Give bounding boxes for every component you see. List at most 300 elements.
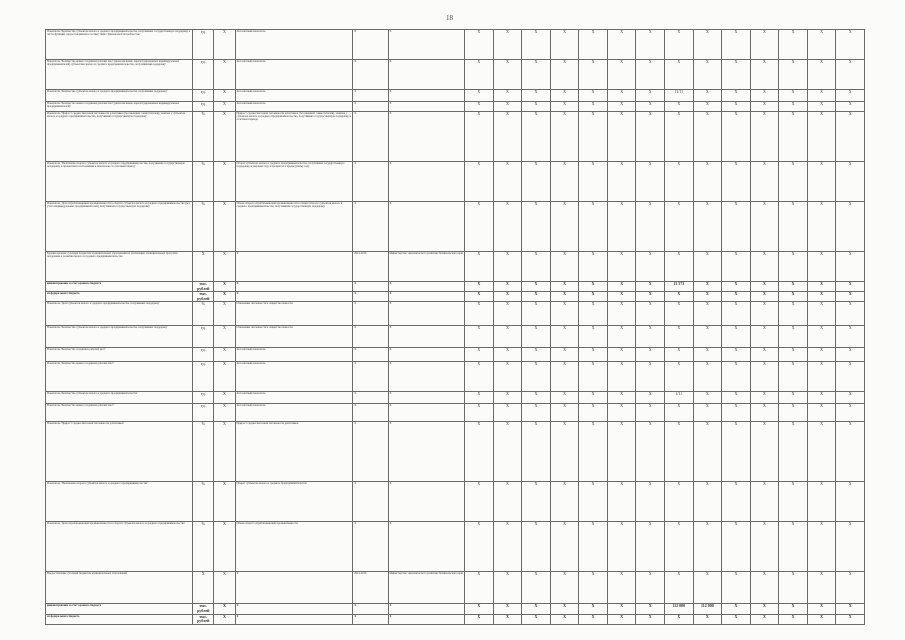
table-cell: Абсолютный показатель [235, 102, 353, 112]
table-cell: Х [665, 162, 694, 202]
table-cell: Х [493, 60, 522, 90]
table-cell: Показатель 'Количество новых созданных рабочих мест (включая вновь зарегистрированных индивидуальных предпринимателей) субъектами малого и среднего предпринимательства, получившими поддержку' [46, 60, 193, 90]
table-cell: ед. [193, 30, 214, 60]
table-cell: Х [693, 522, 722, 572]
table-cell: Х [579, 604, 608, 614]
table-cell: Х [235, 282, 353, 292]
table-cell: ед. [193, 60, 214, 90]
table-cell: Х [665, 572, 694, 604]
table-cell: Предоставление субсидий бюджетам муниципальных образований [46, 572, 193, 604]
table-cell: Х [607, 362, 636, 392]
table-cell: Х [693, 348, 722, 362]
table-cell: % [193, 422, 214, 482]
table-cell: Х [750, 348, 779, 362]
table-cell: Х [836, 404, 865, 422]
table-cell: Х [388, 326, 465, 348]
table-cell: Х [636, 422, 665, 482]
table-cell: Х [353, 162, 388, 202]
table-cell: Показатель 'Количество новых созданных рабочих мест' [46, 362, 193, 392]
table-cell: Х [353, 362, 388, 392]
table-cell: Х [779, 90, 808, 102]
table-cell: Х [353, 102, 388, 112]
table-cell: Х [836, 392, 865, 404]
table-cell: ед. [193, 362, 214, 392]
table-row [46, 614, 865, 624]
table-cell: Х [193, 252, 214, 282]
table-cell: Х [353, 482, 388, 522]
table-row [46, 112, 865, 162]
table-cell: Х [693, 326, 722, 348]
table-cell: Х [388, 202, 465, 252]
table-cell: Х [722, 90, 751, 102]
table-cell: Х [693, 292, 722, 302]
table-cell: Х [779, 252, 808, 282]
table-cell: Х [807, 112, 836, 162]
table-cell: Х [807, 422, 836, 482]
table-cell: Х [722, 404, 751, 422]
table-cell: Х [550, 604, 579, 614]
table-cell: Х [214, 30, 235, 60]
table-cell: Х [693, 252, 722, 282]
table-cell: Х [493, 282, 522, 292]
table-cell: Х [465, 102, 494, 112]
table-cell: Х [522, 102, 551, 112]
table-cell: Х [388, 162, 465, 202]
table-cell: Х [807, 282, 836, 292]
table-cell: Х [779, 292, 808, 302]
table-cell: Х [750, 112, 779, 162]
table-cell: Х [807, 604, 836, 614]
table-cell: Х [214, 572, 235, 604]
table-cell: Х [836, 112, 865, 162]
table-cell: Х [388, 422, 465, 482]
table-cell: Х [465, 348, 494, 362]
table-cell: Х [693, 614, 722, 624]
table-cell: Министерство экономического развития Забайкальского края [388, 572, 465, 604]
table-cell: Х [665, 302, 694, 326]
table-cell: Х [550, 162, 579, 202]
table-cell: Х [693, 90, 722, 102]
table-cell: Х [836, 302, 865, 326]
table-cell: Х [807, 392, 836, 404]
table-cell: Х [722, 302, 751, 326]
table-cell: Х [722, 162, 751, 202]
table-cell: Х [522, 162, 551, 202]
table-cell: Х [214, 522, 235, 572]
table-cell: Х [607, 572, 636, 604]
table-cell: Х [636, 112, 665, 162]
table-cell: Х [836, 522, 865, 572]
table-cell: финансирование за счет краевого бюджета [46, 282, 193, 292]
table-row [46, 162, 865, 202]
table-cell: Х [607, 60, 636, 90]
table-cell: Х [779, 302, 808, 326]
table-cell: Х [665, 102, 694, 112]
table-cell: Х [522, 604, 551, 614]
table-cell: Х [353, 604, 388, 614]
table-cell: 13 573 [665, 282, 694, 292]
table-cell: Х [779, 482, 808, 522]
table-cell: Х [579, 392, 608, 404]
table-cell: Х [579, 404, 608, 422]
table-cell: Отношение численности к общей численности [235, 326, 353, 348]
table-cell: Х [235, 292, 353, 302]
table-cell: Объем оборота обрабатывающей промышленности [235, 522, 353, 572]
table-cell: Х [750, 302, 779, 326]
table-cell: Х [722, 614, 751, 624]
table-cell: Х [636, 102, 665, 112]
table-cell: Отношение численности к общей численности [235, 302, 353, 326]
table-cell: Х [807, 302, 836, 326]
table-cell: Х [750, 422, 779, 482]
table-cell: Х [750, 292, 779, 302]
table-cell: Х [636, 252, 665, 282]
table-cell: Х [579, 282, 608, 292]
table-cell: Х [465, 30, 494, 60]
table-cell: 2014-2016 [353, 252, 388, 282]
table-cell: Х [353, 112, 388, 162]
table-cell: Х [522, 90, 551, 102]
table-cell: Х [550, 326, 579, 348]
table-cell: Х [779, 362, 808, 392]
table-cell: Х [353, 292, 388, 302]
table-cell: Х [693, 162, 722, 202]
table-cell: Х [750, 162, 779, 202]
table-cell: Х [607, 90, 636, 102]
table-cell: Х [636, 202, 665, 252]
table-cell: Х [353, 202, 388, 252]
table-cell: 1/11 [665, 392, 694, 404]
table-cell: Х [550, 30, 579, 60]
table-cell: Х [493, 292, 522, 302]
table-cell: Х [579, 572, 608, 604]
table-cell: Х [750, 404, 779, 422]
table-cell: Х [465, 162, 494, 202]
table-cell: % [193, 202, 214, 252]
table-cell: Х [722, 604, 751, 614]
table-cell: Х [388, 30, 465, 60]
table-cell: Х [665, 614, 694, 624]
table-cell: Х [493, 482, 522, 522]
table-cell: Х [722, 362, 751, 392]
table-cell: Х [779, 572, 808, 604]
table-cell: Х [465, 482, 494, 522]
table-cell: Х [214, 392, 235, 404]
table-cell: Показатель 'Доля обрабатывающей промышленности в обороте субъектов малого и среднего предпринимательства' [46, 522, 193, 572]
table-cell: Х [750, 60, 779, 90]
table-cell: Х [836, 422, 865, 482]
table-cell: Х [522, 392, 551, 404]
table-cell: Показатель 'Увеличение оборота субъектов малого и среднего предпринимательства, получивших государственную поддержку, в процентном соотношении к показателю за отчетный период' [46, 162, 193, 202]
table-cell: Х [693, 362, 722, 392]
table-cell: Х [807, 348, 836, 362]
table-cell: Х [579, 362, 608, 392]
table-cell: Х [693, 392, 722, 404]
table-cell: Х [522, 252, 551, 282]
table-cell: ед. [193, 348, 214, 362]
table-cell: Х [579, 292, 608, 302]
table-cell: Х [807, 90, 836, 102]
table-cell: Х [493, 162, 522, 202]
table-cell: Х [636, 362, 665, 392]
table-cell: Х [807, 572, 836, 604]
table-cell: Х [550, 90, 579, 102]
table-cell: Х [465, 572, 494, 604]
table-cell: Х [665, 522, 694, 572]
table-cell: ед. [193, 404, 214, 422]
table-cell: Х [807, 202, 836, 252]
table-cell: Х [665, 252, 694, 282]
table-cell: Х [836, 348, 865, 362]
table-cell: Х [836, 202, 865, 252]
table-cell: Х [465, 112, 494, 162]
table-cell: Х [750, 572, 779, 604]
table-cell: Х [722, 482, 751, 522]
table-cell: Х [722, 102, 751, 112]
table-cell: Х [750, 326, 779, 348]
table-cell: Х [665, 404, 694, 422]
table-cell: Х [750, 362, 779, 392]
table-cell: Х [579, 422, 608, 482]
table-cell: Показатель 'Доля субъектов малого и среднего предпринимательства, получивших поддержку' [46, 302, 193, 326]
table-cell: Х [522, 302, 551, 326]
table-cell: Х [693, 60, 722, 90]
table-cell: Х [779, 112, 808, 162]
table-cell: Х [579, 60, 608, 90]
table-cell: Х [493, 252, 522, 282]
table-cell: Х [607, 252, 636, 282]
table-cell: Х [779, 162, 808, 202]
table-row [46, 90, 865, 102]
table-cell: Х [214, 282, 235, 292]
table-cell: Х [493, 522, 522, 572]
table-cell: Х [579, 252, 608, 282]
table-cell: из федерального бюджета [46, 614, 193, 624]
table-row [46, 292, 865, 302]
table-cell: Х [522, 112, 551, 162]
table-cell: Х [579, 30, 608, 60]
table-cell: Х [465, 522, 494, 572]
table-cell: Х [579, 302, 608, 326]
table-cell: Х [550, 112, 579, 162]
table-cell: Х [779, 30, 808, 60]
table-cell: Х [636, 614, 665, 624]
table-cell: Х [836, 482, 865, 522]
table-cell: Х [836, 362, 865, 392]
table-cell: Х [579, 90, 608, 102]
table-cell: Х [465, 302, 494, 326]
table-cell: Х [779, 202, 808, 252]
table-cell: Х [693, 482, 722, 522]
table-row [46, 326, 865, 348]
table-cell: Х [214, 252, 235, 282]
table-cell: Х [836, 30, 865, 60]
table-cell: Х [779, 102, 808, 112]
table-cell: Х [607, 348, 636, 362]
table-row [46, 362, 865, 392]
table-cell: Х [722, 522, 751, 572]
table-cell: Х [550, 422, 579, 482]
table-cell: Х [214, 362, 235, 392]
table-cell: Х [750, 282, 779, 292]
table-cell: Х [214, 422, 235, 482]
table-cell: Х [607, 392, 636, 404]
table-cell: Показатель 'Прирост среднесписочной численности работников (без внешних совместителей), занятых у субъектов малого и среднего предпринимательства, получивших государственную поддержку' [46, 112, 193, 162]
table-cell: Х [607, 282, 636, 292]
table-cell: 2014-2016 [353, 572, 388, 604]
table-cell: Х [607, 302, 636, 326]
table-cell: Х [522, 362, 551, 392]
table-cell: Х [465, 362, 494, 392]
table-row [46, 522, 865, 572]
table-cell: % [193, 162, 214, 202]
table-cell: Х [779, 60, 808, 90]
table-cell: Х [807, 326, 836, 348]
table-cell: Х [388, 90, 465, 102]
table-cell: Х [214, 604, 235, 614]
table-cell: Х [836, 292, 865, 302]
table-cell: Х [750, 202, 779, 252]
table-cell: Показатель 'Количество субъектов малого и среднего предпринимательства, получивших поддержку' [46, 90, 193, 102]
table-cell: Х [665, 482, 694, 522]
program-table [45, 29, 865, 625]
table-cell: Х [750, 522, 779, 572]
table-cell: Оборот субъектов малого и среднего предпринимательства, получивших государственную поддержку, в текущем году в процентах к предыдущему году [235, 162, 353, 202]
table-cell: Х [353, 302, 388, 326]
table-cell: Показатель 'Количество новых созданных рабочих мест (включая вновь зарегистрированных индивидуальных предпринимателей)' [46, 102, 193, 112]
table-cell: Х [550, 362, 579, 392]
table-cell: Х [493, 112, 522, 162]
table-cell: Х [550, 282, 579, 292]
table-cell: Х [722, 30, 751, 60]
table-cell: Х [353, 392, 388, 404]
table-cell: Х [807, 482, 836, 522]
table-cell: Х [750, 614, 779, 624]
table-cell: Х [522, 292, 551, 302]
table-cell: Показатель 'Прирост среднесписочной численности работников' [46, 422, 193, 482]
table-cell: Х [550, 614, 579, 624]
table-cell: Х [607, 482, 636, 522]
table-cell: Х [579, 202, 608, 252]
table-cell: Х [550, 348, 579, 362]
table-cell: Х [579, 614, 608, 624]
table-cell: Х [493, 404, 522, 422]
table-cell: Х [807, 60, 836, 90]
table-cell: Краевая целевая субсидия бюджетам муниципальных образований на реализацию муниципальных программ поддержки и развития малого и среднего предпринимательства [46, 252, 193, 282]
table-cell: Х [607, 326, 636, 348]
table-cell: Х [214, 102, 235, 112]
table-cell: Х [636, 326, 665, 348]
table-row [46, 102, 865, 112]
table-cell: Х [779, 614, 808, 624]
table-cell: Х [836, 614, 865, 624]
table-cell: Х [353, 30, 388, 60]
table-cell: Х [722, 292, 751, 302]
table-cell: Х [493, 102, 522, 112]
table-cell: Х [607, 112, 636, 162]
table-cell: Х [353, 404, 388, 422]
table-cell: Х [493, 202, 522, 252]
table-cell: 112 000 [693, 604, 722, 614]
table-cell: Х [807, 522, 836, 572]
table-cell: Объем оборота обрабатывающей промышленности в общем обороте субъектов малого и среднего предпринимательства, получивших государственную поддержку [235, 202, 353, 252]
table-cell: Х [214, 614, 235, 624]
table-row [46, 392, 865, 404]
table-cell: Х [836, 60, 865, 90]
table-cell: Х [693, 102, 722, 112]
table-cell: Х [693, 302, 722, 326]
table-cell: % [193, 522, 214, 572]
table-cell: Х [807, 362, 836, 392]
table-cell: Х [388, 362, 465, 392]
table-cell: Х [550, 392, 579, 404]
table-row [46, 252, 865, 282]
table-cell: Х [779, 604, 808, 614]
table-cell: Х [353, 614, 388, 624]
table-cell: Х [388, 614, 465, 624]
table-cell: Х [779, 392, 808, 404]
table-cell: Х [779, 404, 808, 422]
table-row [46, 302, 865, 326]
table-cell: Х [493, 422, 522, 482]
table-cell: Х [550, 302, 579, 326]
table-cell: Х [607, 102, 636, 112]
table-row [46, 30, 865, 60]
table-cell: Х [353, 522, 388, 572]
table-cell: Х [636, 90, 665, 102]
table-cell: Х [636, 162, 665, 202]
table-cell: Абсолютный показатель [235, 404, 353, 422]
table-cell: тыс. рублей [193, 604, 214, 614]
table-cell: Х [353, 282, 388, 292]
table-cell: Х [388, 348, 465, 362]
table-cell: Х [665, 112, 694, 162]
table-cell: Х [722, 422, 751, 482]
table-cell: Х [388, 482, 465, 522]
table-cell: Показатель 'Увеличение оборота субъектов малого и среднего предпринимательства' [46, 482, 193, 522]
table-cell: Х [465, 292, 494, 302]
table-cell: Показатель 'Количество субъектов малого и среднего предпринимательства, получивших поддержку' [46, 326, 193, 348]
table-cell: Х [214, 482, 235, 522]
table-cell: Оборот субъектов малого и среднего предпринимательства [235, 482, 353, 522]
table-cell: Х [550, 252, 579, 282]
table-cell: Х [493, 326, 522, 348]
table-cell: Х [214, 292, 235, 302]
table-cell: Х [665, 362, 694, 392]
table-cell: Х [836, 282, 865, 292]
table-cell: Х [722, 202, 751, 252]
table-cell: 11/11 [665, 90, 694, 102]
table-cell: Х [722, 392, 751, 404]
table-cell: Х [493, 362, 522, 392]
table-cell: Х [579, 162, 608, 202]
table-cell: Х [522, 404, 551, 422]
table-cell: Х [235, 252, 353, 282]
table-cell: Х [493, 572, 522, 604]
table-cell: Х [665, 292, 694, 302]
table-cell: Х [636, 482, 665, 522]
table-cell: тыс. рублей [193, 614, 214, 624]
table-cell: Х [779, 522, 808, 572]
table-cell: Х [550, 482, 579, 522]
table-cell: Х [522, 30, 551, 60]
table-cell: Х [465, 392, 494, 404]
table-cell: Х [522, 348, 551, 362]
table-cell: Х [579, 102, 608, 112]
table-cell: Х [388, 102, 465, 112]
table-cell: Х [550, 522, 579, 572]
table-cell: Х [522, 572, 551, 604]
